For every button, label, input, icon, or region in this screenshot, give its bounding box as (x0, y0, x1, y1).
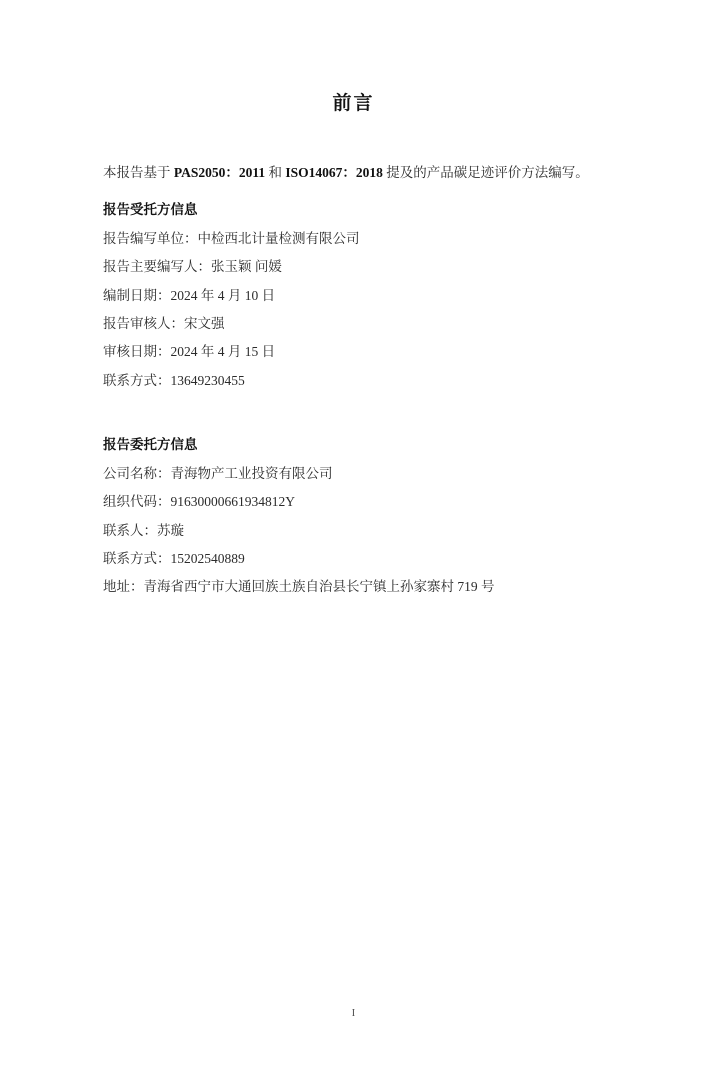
client-field-list (103, 460, 607, 602)
field-value: 2024 年 4 月 10 日 (170, 287, 276, 303)
field-label: 编制日期： (103, 287, 171, 303)
field-label: 联系人： (103, 522, 157, 538)
field-label: 公司名称： (103, 466, 171, 482)
trustee-field-list (103, 225, 607, 395)
standard-iso14067: ISO14067：2018 (285, 165, 383, 180)
field-row (103, 488, 607, 516)
field-value: 中检西北计量检测有限公司 (197, 231, 360, 246)
section-trustee-info (103, 196, 607, 395)
document-body (0, 159, 707, 602)
field-label: 报告编写单位： (103, 231, 198, 246)
field-row (103, 573, 607, 601)
standard-pas2050: PAS2050：2011 (173, 165, 266, 180)
field-row (103, 517, 607, 545)
field-row (103, 253, 607, 281)
field-label: 联系方式： (103, 372, 171, 388)
intro-paragraph (103, 159, 607, 186)
intro-suffix: 提及的产品碳足迹评价方法编写。 (382, 165, 589, 180)
section-heading-trustee: 报告受托方信息 (103, 202, 198, 217)
field-label: 联系方式： (103, 551, 171, 567)
document-page (0, 88, 707, 1087)
field-row (103, 225, 607, 253)
field-value: 青海物产工业投资有限公司 (170, 466, 333, 482)
page-number: I (351, 1007, 356, 1019)
field-value: 宋文强 (184, 316, 225, 332)
section-heading-client: 报告委托方信息 (103, 437, 198, 453)
field-row (103, 282, 607, 310)
field-value: 91630000661934812Y (170, 494, 295, 510)
page-title: 前言 (332, 93, 375, 114)
field-label: 报告主要编写人： (103, 259, 211, 275)
field-row (103, 367, 607, 395)
field-row (103, 310, 607, 338)
intro-mid: 和 (265, 165, 286, 180)
field-row (103, 460, 607, 488)
field-value: 2024 年 4 月 15 日 (170, 344, 276, 360)
field-value: 青海省西宁市大通回族土族自治县长宁镇上孙家寨村 719 号 (143, 579, 495, 595)
field-value: 张玉颖 问媛 (211, 259, 282, 275)
field-label: 审核日期： (103, 344, 171, 360)
section-spacer (103, 395, 607, 421)
field-value: 15202540889 (170, 551, 245, 567)
field-label: 报告审核人： (103, 316, 184, 332)
field-value: 苏璇 (157, 522, 184, 538)
field-row (103, 545, 607, 573)
field-label: 组织代码： (103, 494, 171, 510)
field-row (103, 338, 607, 366)
field-label: 地址： (103, 579, 144, 595)
field-value: 13649230455 (170, 372, 245, 388)
intro-prefix: 本报告基于 (103, 165, 174, 180)
section-client-info (103, 431, 607, 602)
